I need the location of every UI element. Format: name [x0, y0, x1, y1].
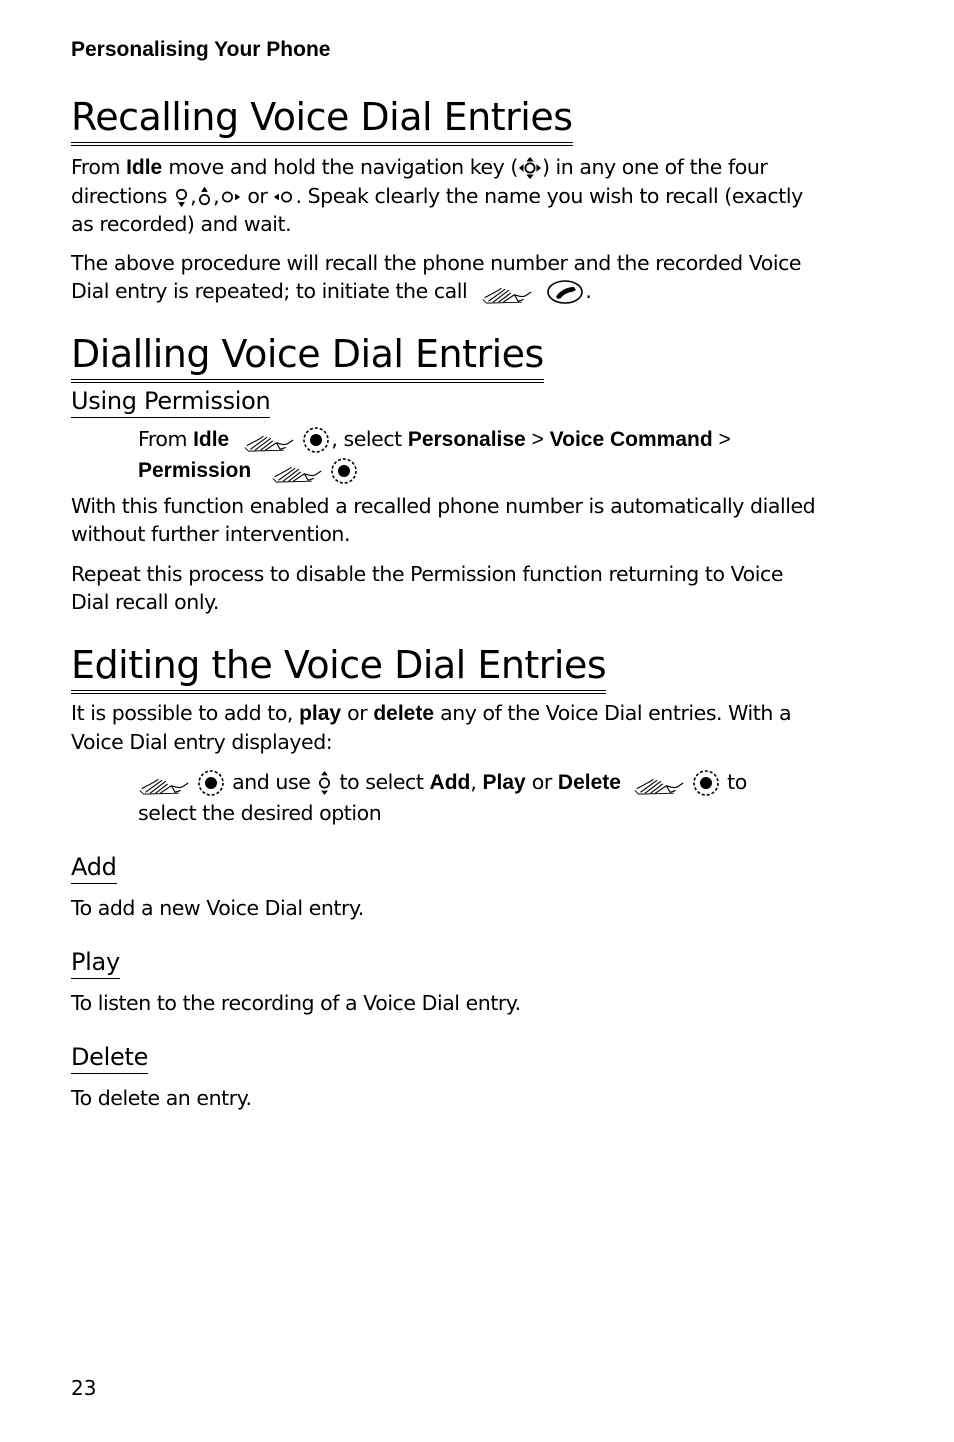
dialling-paragraph-1: With this function enabled a recalled phone number is automatically dialled without further intervention.: [71, 494, 816, 546]
recalling-paragraph-2: The above procedure will recall the phone number and the recorded Voice Dial entry is repeated; to initiate the call .: [71, 251, 802, 303]
press-hand-icon: [243, 427, 295, 453]
recalling-paragraph-1: From Idle move and hold the navigation key ( ) in any one of the four directions , , or . Speak clearly the name you wish to recall (exactly as recorded) and wait.: [71, 155, 803, 236]
heading-recalling: Recalling Voice Dial Entries: [71, 95, 573, 146]
subheading-delete: Delete: [71, 1042, 148, 1074]
heading-editing: Editing the Voice Dial Entries: [71, 643, 606, 694]
select-button-icon: [301, 425, 331, 455]
idle-label: Idle: [126, 156, 163, 179]
nav-right-icon: [219, 188, 241, 206]
select-button-icon: [196, 768, 226, 798]
select-button-icon: [691, 768, 721, 798]
nav-up-icon: [196, 185, 213, 209]
subheading-using-permission: Using Permission: [71, 386, 270, 418]
delete-description: To delete an entry.: [71, 1086, 252, 1110]
editing-instruction: and use to select Add, Play or Delete to select the desired option: [138, 770, 747, 825]
editing-intro: It is possible to add to, play or delete any of the Voice Dial entries. With a Voice Dial entry displayed:: [71, 701, 792, 754]
subheading-add: Add: [71, 852, 117, 884]
running-head: Personalising Your Phone: [71, 38, 331, 61]
press-hand-icon: [633, 770, 685, 796]
nav-up-down-icon: [316, 770, 333, 796]
press-hand-icon: [138, 770, 190, 796]
press-hand-icon: [481, 279, 533, 305]
subheading-play: Play: [71, 947, 120, 979]
nav-down-icon: [173, 185, 190, 209]
navigation-key-icon: [518, 156, 542, 180]
nav-left-icon: [273, 188, 295, 206]
dialling-paragraph-2: Repeat this process to disable the Permission function returning to Voice Dial recall only.: [71, 562, 783, 614]
call-key-icon: [545, 279, 585, 305]
permission-instruction: From Idle , select Personalise > Voice Command > Permission: [138, 424, 851, 486]
add-description: To add a new Voice Dial entry.: [71, 896, 364, 920]
press-hand-icon: [271, 458, 323, 484]
heading-dialling: Dialling Voice Dial Entries: [71, 332, 544, 383]
select-button-icon: [329, 456, 359, 486]
page-number: 23: [71, 1376, 97, 1400]
play-description: To listen to the recording of a Voice Dial entry.: [71, 991, 521, 1015]
